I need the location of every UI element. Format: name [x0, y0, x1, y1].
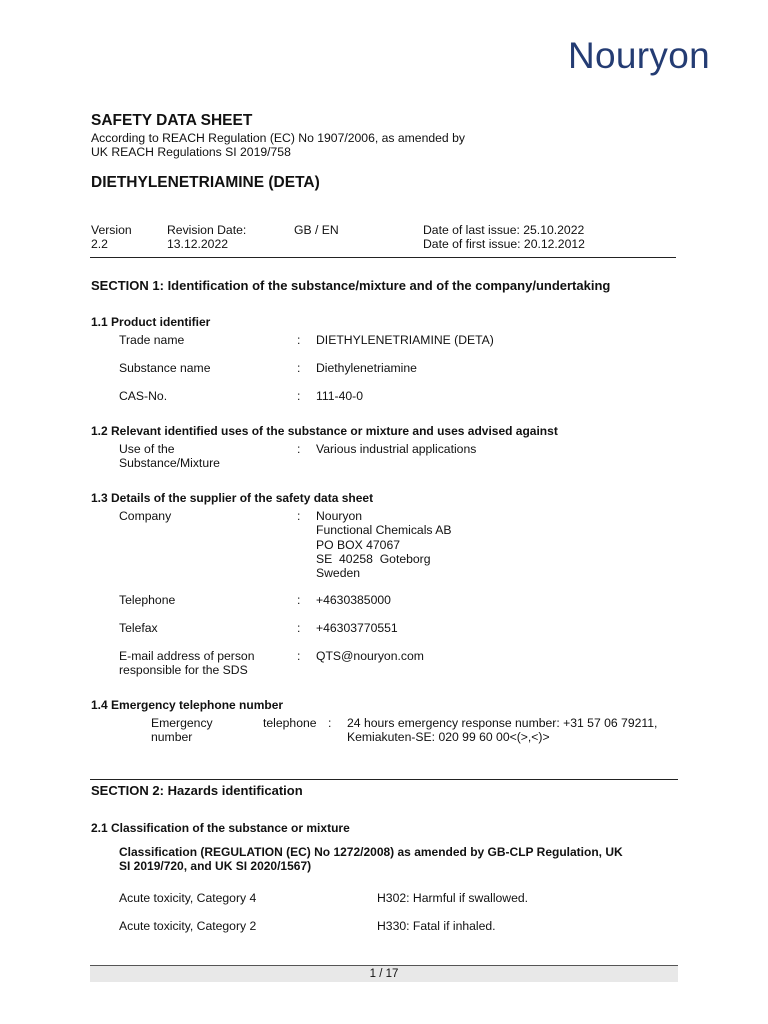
version-label: Version: [91, 223, 132, 237]
version-value: 2.2: [91, 237, 108, 251]
logo-text: Nouryon: [568, 35, 710, 76]
hazard-statement: H302: Harmful if swallowed.: [377, 891, 529, 905]
emergency-label-word-2: telephone: [263, 716, 317, 730]
company-address-line: Nouryon: [316, 509, 363, 523]
company-address-line: Sweden: [316, 566, 361, 581]
emergency-label-word-3: number: [151, 730, 193, 744]
page-footer: [90, 965, 678, 982]
telephone-label: Telephone: [119, 593, 176, 607]
header-divider: [90, 257, 676, 258]
revision-date-value: 13.12.2022: [167, 237, 228, 251]
section-2-title: SECTION 2: Hazards identification: [91, 783, 303, 798]
trade-name-label: Trade name: [119, 333, 185, 347]
colon: :: [328, 716, 332, 730]
section-divider: [90, 779, 678, 780]
company-address: [316, 509, 451, 580]
colon: :: [297, 442, 301, 456]
nouryon-logo: [568, 36, 710, 76]
subsection-2-1-title: 2.1 Classification of the substance or mixture: [91, 821, 350, 835]
emergency-value-line-1: 24 hours emergency response number: +31 57 06 79211,: [347, 716, 658, 730]
email-label-line-2: responsible for the SDS: [119, 663, 248, 677]
email-value: QTS@nouryon.com: [316, 649, 424, 663]
company-address-line: SE 40258 Goteborg: [316, 551, 431, 566]
hazard-category: Acute toxicity, Category 4: [119, 891, 257, 905]
regulation-line-1: According to REACH Regulation (EC) No 1907/2006, as amended by: [91, 131, 465, 145]
product-title: DIETHYLENETRIAMINE (DETA): [91, 174, 320, 191]
page-number: 1 / 17: [369, 968, 399, 980]
telefax-value: +46303770551: [316, 621, 398, 635]
company-address-line: Functional Chemicals AB: [316, 523, 452, 538]
cas-number-value: 111-40-0: [316, 389, 363, 403]
colon: :: [297, 509, 301, 523]
emergency-value-line-2: Kemiakuten-SE: 020 99 60 00<(>,<)>: [347, 730, 550, 744]
trade-name-value: DIETHYLENETRIAMINE (DETA): [316, 333, 494, 347]
telephone-value: +4630385000: [316, 593, 391, 607]
subsection-1-4-title: 1.4 Emergency telephone number: [91, 698, 284, 712]
revision-date-label: Revision Date:: [167, 223, 247, 237]
colon: :: [297, 361, 301, 375]
last-issue-date: Date of last issue: 25.10.2022: [423, 223, 585, 237]
email-label-line-1: E-mail address of person: [119, 649, 255, 663]
use-label-line-2: Substance/Mixture: [119, 456, 220, 470]
colon: :: [297, 649, 301, 663]
colon: :: [297, 621, 301, 635]
subsection-1-2-title: 1.2 Relevant identified uses of the substance or mixture and uses advised against: [91, 424, 558, 438]
substance-name-label: Substance name: [119, 361, 211, 375]
section-1-title: SECTION 1: Identification of the substance/mixture and of the company/undertaking: [91, 278, 611, 293]
subsection-1-3-title: 1.3 Details of the supplier of the safety data sheet: [91, 491, 374, 505]
use-value: Various industrial applications: [316, 442, 477, 456]
classification-heading-line-2: SI 2019/720, and UK SI 2020/1567): [119, 859, 312, 873]
hazard-category: Acute toxicity, Category 2: [119, 919, 257, 933]
regulation-line-2: UK REACH Regulations SI 2019/758: [91, 145, 291, 159]
cas-number-label: CAS-No.: [119, 389, 168, 403]
classification-heading-line-1: Classification (REGULATION (EC) No 1272/2008) as amended by GB-CLP Regulation, UK: [119, 845, 623, 859]
locale: GB / EN: [294, 223, 339, 237]
colon: :: [297, 333, 301, 347]
colon: :: [297, 389, 301, 403]
company-address-line: PO BOX 47067: [316, 537, 401, 552]
first-issue-date: Date of first issue: 20.12.2012: [423, 237, 585, 251]
subsection-1-1-title: 1.1 Product identifier: [91, 315, 211, 329]
hazard-statement: H330: Fatal if inhaled.: [377, 919, 496, 933]
document-title: SAFETY DATA SHEET: [91, 112, 253, 129]
substance-name-value: Diethylenetriamine: [316, 361, 417, 375]
emergency-label-word-1: Emergency: [151, 716, 213, 730]
telefax-label: Telefax: [119, 621, 158, 635]
use-label-line-1: Use of the: [119, 442, 175, 456]
colon: :: [297, 593, 301, 607]
company-label: Company: [119, 509, 172, 523]
